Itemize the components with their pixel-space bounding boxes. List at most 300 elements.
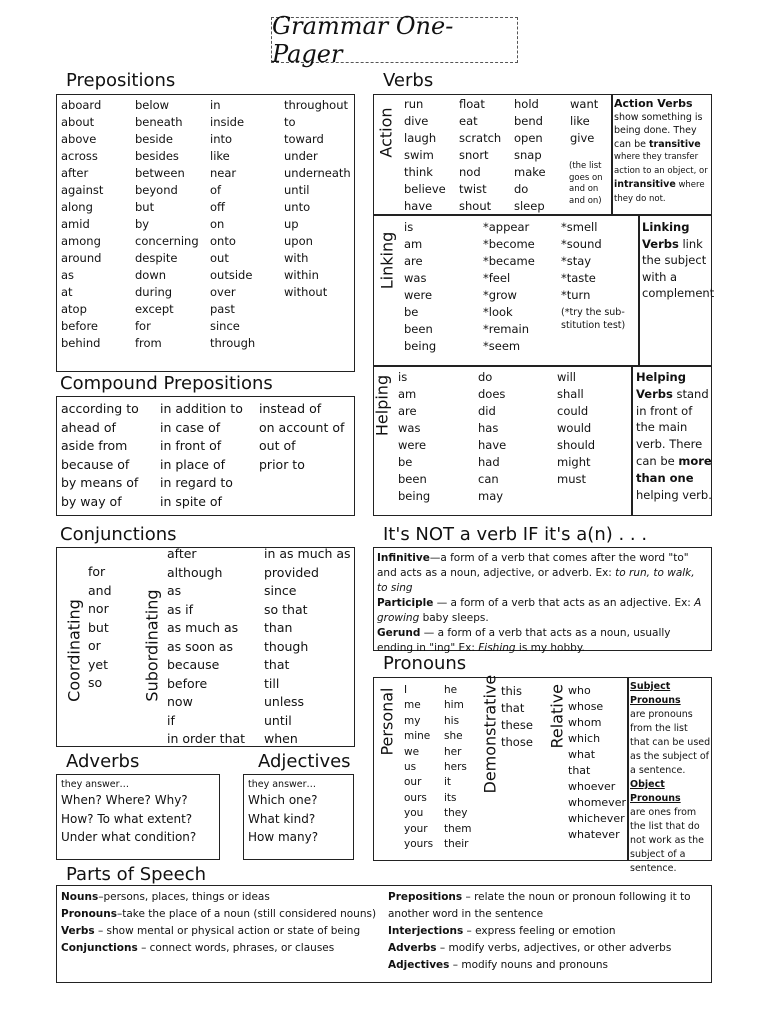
list-item: *become xyxy=(483,237,535,251)
list-item: prior to xyxy=(259,456,305,472)
adjectives-content xyxy=(248,778,318,847)
list-item: her xyxy=(444,745,462,758)
question-line: When? Where? Why? xyxy=(61,793,188,807)
list-item: me xyxy=(404,699,421,712)
action-column-4 xyxy=(570,96,598,147)
list-item: as soon as xyxy=(167,638,234,654)
linking-note-line: complement xyxy=(642,286,715,300)
list-item: hers xyxy=(444,761,467,774)
list-item: your xyxy=(404,822,428,835)
parts-of-speech-heading: Parts of Speech xyxy=(66,864,207,885)
list-item: have xyxy=(404,199,433,213)
action-note-text: where xyxy=(675,180,705,190)
pos-row xyxy=(388,923,708,940)
gerund-text-2: is my hobby. xyxy=(515,642,585,654)
list-item: since xyxy=(210,319,240,333)
helping-note-line: helping verb. xyxy=(636,487,712,502)
pos-definition: – modify verbs, adjectives, or other adverbs xyxy=(436,942,672,954)
question-line: What kind? xyxy=(248,811,316,826)
list-item: over xyxy=(210,285,236,299)
list-item: what xyxy=(568,748,596,761)
list-item: scratch xyxy=(459,131,502,145)
demonstrative-label: Demonstrative xyxy=(480,674,500,794)
action-column-2 xyxy=(459,96,501,215)
note-line: the list that do xyxy=(630,821,700,832)
pos-definition: –take the place of a noun (still considered nouns) xyxy=(116,908,377,920)
list-item: until xyxy=(264,712,292,728)
list-item: us xyxy=(404,761,417,774)
list-item: we xyxy=(404,745,420,758)
list-item: *grow xyxy=(483,288,517,302)
list-item: onto xyxy=(210,234,236,248)
list-item: its xyxy=(444,791,457,804)
list-item: by way of xyxy=(61,493,122,509)
list-item: beneath xyxy=(135,115,183,129)
list-item: snort xyxy=(459,148,489,162)
action-column-3 xyxy=(514,96,546,215)
list-item: *turn xyxy=(561,288,591,302)
list-item: were xyxy=(398,438,427,452)
participle-text: — a form of a verb that acts as an adjective. Ex: xyxy=(433,597,695,609)
list-item: our xyxy=(404,776,422,789)
list-item: has xyxy=(478,421,499,435)
list-item: whoever xyxy=(568,780,616,793)
list-item: might xyxy=(557,455,591,469)
relative-pronouns xyxy=(568,683,626,843)
page-title: Grammar One-Pager xyxy=(272,12,454,68)
pos-row xyxy=(61,940,381,957)
list-item: believe xyxy=(404,182,446,196)
list-item: whichever xyxy=(568,812,625,825)
pos-definition: – relate the noun or pronoun following it to xyxy=(462,891,691,903)
note-line: that can be used xyxy=(630,737,711,748)
list-item: unless xyxy=(264,694,305,709)
list-item: after xyxy=(61,166,89,180)
list-item: being xyxy=(398,489,431,503)
list-item: you xyxy=(404,807,424,820)
list-item: *seem xyxy=(483,339,521,353)
question-line: How many? xyxy=(248,830,319,844)
list-item: would xyxy=(557,421,592,435)
list-item: was xyxy=(404,271,427,285)
pos-row xyxy=(388,957,708,974)
list-item: snap xyxy=(514,148,542,162)
pos-term: Pronouns xyxy=(61,908,117,920)
list-item: want xyxy=(570,97,599,111)
helping-note-line: the main xyxy=(636,420,688,435)
pos-term: Nouns xyxy=(61,891,99,903)
list-item: *remain xyxy=(483,322,530,336)
list-item: be xyxy=(398,455,413,469)
personal-pronouns-2 xyxy=(444,683,471,852)
list-item: between xyxy=(135,166,185,180)
list-item: now xyxy=(167,694,193,709)
list-item: is xyxy=(398,370,408,384)
list-item: eat xyxy=(459,114,478,128)
list-item: before xyxy=(61,319,99,333)
personal-pronouns-1 xyxy=(404,683,433,852)
compound-prepositions-heading: Compound Prepositions xyxy=(60,373,273,394)
list-item: above xyxy=(61,132,97,146)
list-item: this xyxy=(501,684,522,698)
list-item: amid xyxy=(61,217,90,231)
list-item: nod xyxy=(459,165,481,179)
list-item: among xyxy=(61,234,101,248)
list-item: I xyxy=(404,684,408,696)
list-item: in spite of xyxy=(160,493,222,509)
list-item: open xyxy=(514,131,543,145)
conjunctions-heading: Conjunctions xyxy=(60,524,177,545)
list-item: in front of xyxy=(160,438,222,453)
list-item: against xyxy=(61,183,104,197)
action-note-line: where they transfer xyxy=(614,152,699,162)
list-item: those xyxy=(501,735,533,749)
list-item: and xyxy=(88,582,112,598)
pos-row xyxy=(61,889,381,906)
relative-label: Relative xyxy=(547,683,567,749)
linking-column-2 xyxy=(483,219,535,355)
subordinating-label: Subordinating xyxy=(142,589,162,702)
list-item: think xyxy=(404,165,433,179)
list-item: unto xyxy=(284,200,311,214)
list-item: out of xyxy=(259,438,296,453)
list-item: he xyxy=(444,684,458,696)
list-item: are xyxy=(404,254,423,268)
list-item: from xyxy=(135,336,162,350)
substitution-test-note xyxy=(561,306,625,332)
list-item: except xyxy=(135,302,174,316)
list-item: upon xyxy=(284,234,313,248)
list-item: ahead of xyxy=(61,419,116,435)
list-item: it xyxy=(444,776,452,789)
participle-text-2: baby sleeps. xyxy=(419,612,489,624)
list-item: whom xyxy=(568,716,602,729)
list-item: like xyxy=(570,114,590,128)
adjectives-intro: they answer… xyxy=(248,779,317,790)
list-item: *taste xyxy=(561,271,596,285)
list-item: behind xyxy=(61,336,101,350)
pos-row xyxy=(388,940,708,957)
demonstrative-pronouns xyxy=(501,683,533,751)
list-item: these xyxy=(501,718,533,732)
list-item: have xyxy=(478,438,507,452)
helping-note-divider xyxy=(631,365,633,516)
list-item: about xyxy=(61,115,95,129)
list-item: on account of xyxy=(259,419,345,435)
linking-label: Linking xyxy=(377,231,397,290)
list-item: of xyxy=(210,183,222,197)
list-item: up xyxy=(284,217,299,231)
list-item: until xyxy=(284,183,310,197)
action-note-bold: intransitive xyxy=(614,179,676,190)
linking-note-text: link xyxy=(678,236,703,251)
list-item: during xyxy=(135,285,173,299)
list-item: do xyxy=(514,182,529,196)
helping-note-bold: more xyxy=(678,453,712,468)
pos-term: Prepositions xyxy=(388,891,463,903)
helping-note-line: in front of xyxy=(636,403,693,418)
list-item: in place of xyxy=(160,456,226,472)
list-item: inside xyxy=(210,115,245,129)
helping-column-2 xyxy=(478,369,506,505)
helping-verbs-note xyxy=(636,369,712,503)
note-line: as the subject of xyxy=(630,751,710,762)
list-item: in as much as xyxy=(264,546,351,561)
note-line: not work as the xyxy=(630,835,704,846)
object-pronouns-text xyxy=(630,806,712,876)
pos-term: Interjections xyxy=(388,925,464,937)
list-item: *look xyxy=(483,305,513,319)
compound-prepositions-column-3 xyxy=(259,400,344,474)
parts-of-speech-left xyxy=(61,889,381,957)
list-item: at xyxy=(61,285,73,299)
list-item: yours xyxy=(404,838,434,851)
list-item: *became xyxy=(483,254,535,268)
gerund-term: Gerund xyxy=(377,627,421,639)
list-item: be xyxy=(404,305,419,319)
question-line: Which one? xyxy=(248,793,318,807)
list-item: *smell xyxy=(561,220,598,234)
list-item: do xyxy=(478,370,493,384)
list-item: with xyxy=(284,251,309,265)
adverbs-heading: Adverbs xyxy=(66,751,140,772)
infinitive-example: to run, to walk, to sing xyxy=(377,567,695,594)
list-item: because xyxy=(167,657,220,672)
list-item: by means of xyxy=(61,475,139,490)
list-item: like xyxy=(210,149,230,163)
note-line: sentence. xyxy=(630,863,677,874)
coordinating-list xyxy=(88,563,112,693)
personal-label: Personal xyxy=(377,687,397,756)
list-item: because of xyxy=(61,456,130,472)
helping-note-line: than one xyxy=(636,470,694,485)
list-item: into xyxy=(210,132,233,146)
list-item: them xyxy=(444,822,472,835)
list-item: dive xyxy=(404,114,429,128)
list-item: so that xyxy=(264,601,308,617)
pos-term: Adjectives xyxy=(388,959,450,971)
verbs-heading: Verbs xyxy=(383,70,434,91)
action-column-1 xyxy=(404,96,446,215)
list-item: float xyxy=(459,97,485,111)
list-item: within xyxy=(284,268,319,282)
list-item: ours xyxy=(404,791,427,804)
list-item: past xyxy=(210,302,235,316)
list-item: beyond xyxy=(135,183,178,197)
list-item: till xyxy=(264,675,280,691)
subject-pronouns-title: Subject Pronouns xyxy=(630,681,681,706)
gerund-example: Fishing xyxy=(478,642,516,654)
list-item: *feel xyxy=(483,271,511,285)
list-item: as much as xyxy=(167,620,239,635)
list-item: according to xyxy=(61,401,139,416)
title-box xyxy=(271,12,518,68)
list-item: when xyxy=(264,731,298,746)
action-verbs-note xyxy=(614,97,712,206)
try-note-line: stitution test) xyxy=(561,320,626,331)
list-item: can xyxy=(478,472,499,486)
pronoun-notes xyxy=(630,680,712,876)
list-item: whatever xyxy=(568,828,620,841)
infinitive-definition xyxy=(377,551,707,596)
coordinating-label: Coordinating xyxy=(64,599,84,702)
pronouns-note-divider xyxy=(627,677,629,861)
helping-label: Helping xyxy=(372,374,392,437)
note-line: subject of a xyxy=(630,849,686,860)
subordinating-list-2 xyxy=(264,545,351,749)
list-item: off xyxy=(210,200,225,214)
adjectives-questions xyxy=(248,791,318,847)
list-item: for xyxy=(88,564,106,579)
list-item: aboard xyxy=(61,98,102,112)
list-item: *sound xyxy=(561,237,602,251)
action-note-line: show something is xyxy=(614,111,703,123)
list-item: in order that xyxy=(167,731,246,746)
list-item: whose xyxy=(568,700,604,713)
list-item: *stay xyxy=(561,254,592,268)
action-label: Action xyxy=(376,107,396,158)
note-line: are ones from xyxy=(630,807,697,818)
list-item: shout xyxy=(459,199,492,213)
not-verb-definitions xyxy=(377,551,707,656)
helping-note-title: Helping xyxy=(636,370,686,384)
pos-term: Conjunctions xyxy=(61,942,138,954)
list-item: in addition to xyxy=(160,401,243,416)
list-item: she xyxy=(444,730,463,743)
gerund-definition xyxy=(377,626,707,656)
list-item: in xyxy=(210,98,221,112)
list-item: as if xyxy=(167,601,194,617)
list-item: around xyxy=(61,251,102,265)
list-item: who xyxy=(568,684,591,697)
linking-note-line: with a xyxy=(642,269,678,284)
list-item: could xyxy=(557,404,589,418)
pos-definition: –persons, places, things or ideas xyxy=(98,891,270,903)
list-item: does xyxy=(478,387,506,401)
list-item: his xyxy=(444,714,460,727)
list-item: make xyxy=(514,165,546,179)
list-item: across xyxy=(61,149,98,163)
note-line: a sentence. xyxy=(630,765,686,776)
linking-note-line: the subject xyxy=(642,253,707,267)
pos-definition: – connect words, phrases, or clauses xyxy=(137,942,335,954)
pos-definition: – express feeling or emotion xyxy=(463,925,616,937)
list-item: but xyxy=(135,200,155,214)
gerund-text: — a form of a verb that acts as a noun, usually ending in "ing" Ex: xyxy=(377,627,671,654)
list-item: bend xyxy=(514,114,543,128)
adverbs-content xyxy=(61,778,196,847)
list-item: without xyxy=(284,285,328,299)
list-item: after xyxy=(167,546,197,561)
linking-column-3 xyxy=(561,219,602,304)
not-verb-heading: It's NOT a verb IF it's a(n) . . . xyxy=(383,524,648,545)
participle-term: Participle xyxy=(377,597,434,609)
list-item: in regard to xyxy=(160,475,233,490)
list-item: sleep xyxy=(514,199,545,213)
list-item: throughout xyxy=(284,98,349,112)
linking-verbs-note xyxy=(642,219,715,302)
list-item: swim xyxy=(404,148,434,162)
compound-prepositions-column-2 xyxy=(160,400,243,511)
pos-term: Verbs xyxy=(61,925,95,937)
list-item: whomever xyxy=(568,796,626,809)
list-item: than xyxy=(264,620,293,635)
compound-prepositions-column-1 xyxy=(61,400,139,511)
helping-note-line: verb. There xyxy=(636,437,703,452)
pos-row xyxy=(61,923,381,940)
list-item: so xyxy=(88,675,103,690)
list-item: along xyxy=(61,200,93,214)
list-item: on xyxy=(210,217,225,231)
action-note-bold: transitive xyxy=(648,138,701,150)
list-item: besides xyxy=(135,149,179,163)
list-item: as xyxy=(61,268,75,282)
list-item: am xyxy=(398,387,417,401)
list-item: in case of xyxy=(160,419,221,435)
list-item: were xyxy=(404,288,433,302)
list-item: nor xyxy=(88,601,109,616)
prepositions-column-1 xyxy=(61,97,103,352)
adverbs-intro: they answer… xyxy=(61,779,130,790)
list-item: though xyxy=(264,638,309,654)
pos-definition: – modify nouns and pronouns xyxy=(449,959,608,971)
action-note-title: Action Verbs xyxy=(614,97,693,110)
list-item: aside from xyxy=(61,438,128,453)
linking-column-1 xyxy=(404,219,436,355)
list-item: that xyxy=(264,657,290,672)
list-item: been xyxy=(398,472,427,486)
list-item: twist xyxy=(459,182,487,196)
list-item: atop xyxy=(61,302,87,316)
list-item: may xyxy=(478,489,504,503)
list-item: outside xyxy=(210,268,253,282)
prepositions-column-2 xyxy=(135,97,199,352)
list-item: been xyxy=(404,322,433,336)
list-item: that xyxy=(501,701,525,715)
list-item: had xyxy=(478,455,500,469)
list-item: although xyxy=(167,564,223,580)
list-item: or xyxy=(88,638,101,653)
helping-column-1 xyxy=(398,369,430,505)
list-item: they xyxy=(444,807,468,820)
list-item: mine xyxy=(404,730,431,743)
linking-note-bold: Verbs xyxy=(642,236,679,251)
list-item: instead of xyxy=(259,401,322,416)
note-line: are pronouns xyxy=(630,709,693,720)
list-item: toward xyxy=(284,132,324,146)
list-item: are xyxy=(398,404,417,418)
action-note-divider xyxy=(611,94,613,214)
action-list-note: (the list goes on and on and on) xyxy=(569,161,603,206)
linking-note-title: Linking xyxy=(642,220,690,234)
list-item: near xyxy=(210,166,237,180)
list-item: out xyxy=(210,251,229,265)
list-item: must xyxy=(557,472,586,486)
list-item: for xyxy=(135,319,151,333)
list-item: provided xyxy=(264,564,319,580)
question-line: How? To what extent? xyxy=(61,811,193,826)
list-item: underneath xyxy=(284,166,351,180)
action-note-line: being done. They xyxy=(614,125,697,136)
question-line: Under what condition? xyxy=(61,830,197,844)
list-item: being xyxy=(404,339,437,353)
subordinating-list-1 xyxy=(167,545,245,749)
pos-row xyxy=(61,906,381,923)
list-item: did xyxy=(478,404,496,418)
infinitive-term: Infinitive xyxy=(377,552,430,564)
list-item: my xyxy=(404,714,421,727)
pronouns-heading: Pronouns xyxy=(383,653,467,674)
